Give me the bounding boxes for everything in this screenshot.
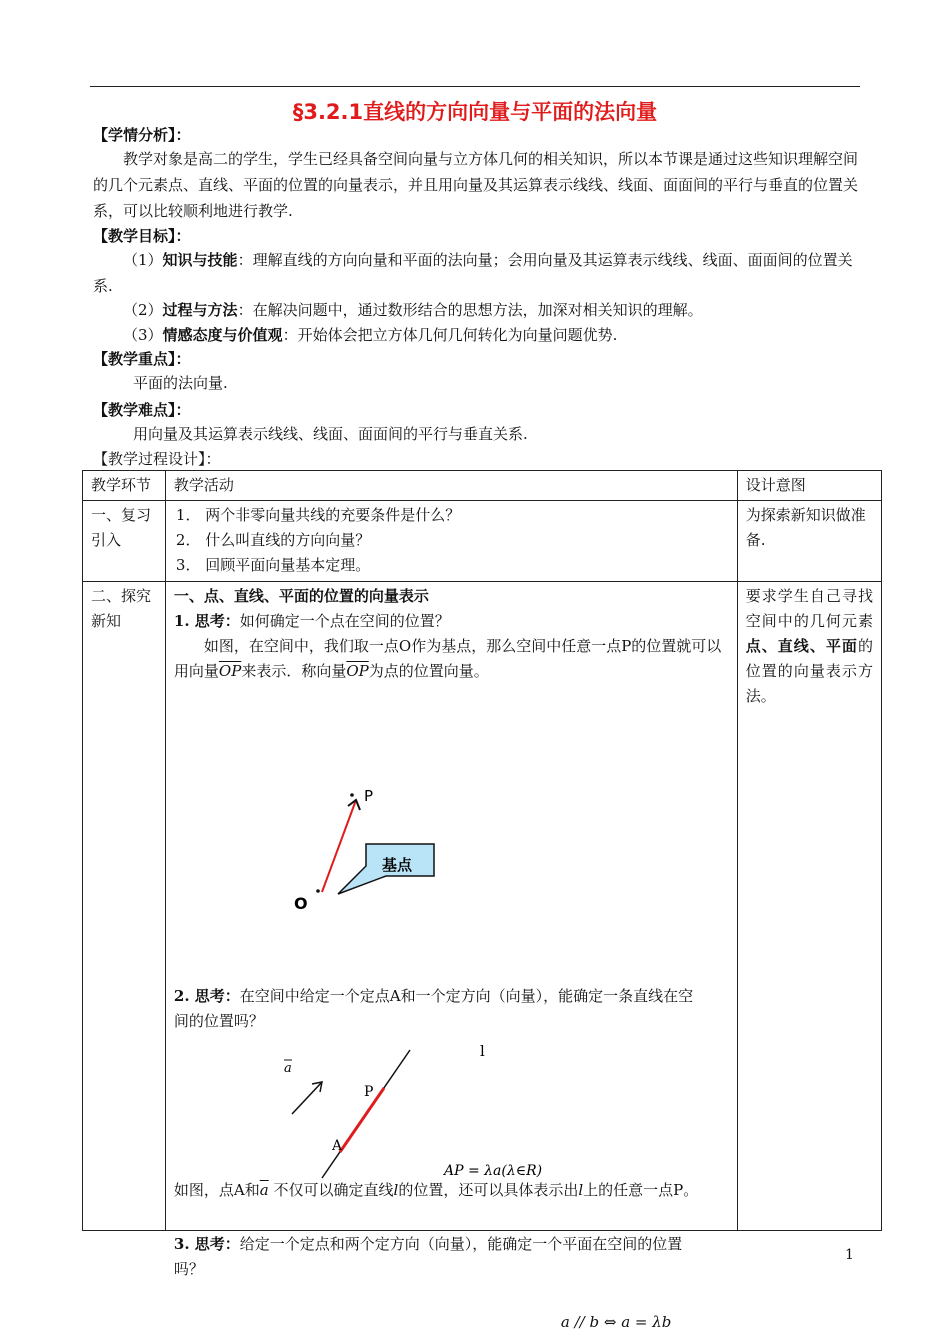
page-title: §3.2.1直线的方向向量与平面的法向量 [292,100,658,124]
point-o [316,889,320,893]
goal-3-num: （3） [123,326,163,344]
question-3 [174,1232,705,1282]
line-l-label: l [578,1181,584,1199]
header-intent: 设计意图 [737,471,881,501]
table-header-row [83,471,882,501]
q2-body-b: 不仅可以确定直线 [273,1181,394,1199]
question-1-label: 1. 思考： [173,612,240,630]
position-vector-figure [266,782,626,912]
intent-review: 为探索新知识做准备. [737,501,881,582]
intent-bold: 点、直线、平面 [745,637,858,655]
activity-explore [165,582,737,1331]
label-p2: P [363,1084,374,1100]
stage-explore: 二、探究新知 [83,582,166,1231]
vector-a: $\overline{a}$ [259,1181,269,1199]
lesson-table [82,470,882,1331]
goal-2-label: 过程与方法 [162,301,238,319]
analysis-text: 教学对象是高二的学生，学生已经具备空间向量与立方体几何的相关知识，所以本节课是通过这些知识理解空间的几个元素点、直线、平面的位置的向量表示，并且用向量及其运算表示线线、线面、面面间的平行与垂直的位置关系，可以比较顺利地进行教学. [93,150,859,220]
intent-a: 要求学生自己寻找空间中的几何元素 [745,587,873,630]
question-2-text: 在空间中给定一个定点A和一个定方向（向量），能确定一条直线在空间的位置吗？ [173,987,694,1030]
review-item-1: 1． 两个非零向量共线的充要条件是什么？ [175,506,461,524]
bottom-formula: a // b ⇔ a = λb [560,1313,672,1331]
review-item-3: 3． 回顾平面向量基本定理。 [175,556,371,574]
goal-3-text: ：开始体会把立方体几何几何转化为向量问题优势. [282,326,618,344]
goal-2-text: ：在解决问题中，通过数形结合的思想方法，加深对相关知识的理解。 [237,301,703,319]
goal-1 [93,247,863,299]
callout-text: 基点 [381,856,412,874]
question-1 [174,609,729,634]
goal-2-num: （2） [123,301,163,319]
activity-review [165,501,737,582]
question-1-text: 如何确定一个点在空间的位置？ [239,612,450,630]
label-p: P [363,787,373,805]
difficulty-text: 用向量及其运算表示线线、线面、面面间的平行与垂直关系. [133,425,528,443]
header-stage: 教学环节 [83,471,166,501]
formula-ap: AP = λa(λ∈R) [443,1163,542,1179]
vector-op: $\overline{OP}$ [218,662,242,680]
goal-1-num: （1） [123,251,163,269]
intent-explore [737,582,881,1231]
table-row [83,582,882,1231]
table-row [83,501,882,582]
process-heading: 【教学过程设计】： [93,450,221,468]
intent-b: 的位置的向量表示方法。 [745,637,873,705]
question-2-label: 2. 思考： [173,987,240,1005]
label-a: A [331,1138,343,1154]
vector-ap [340,1088,384,1152]
key-point-text: 平面的法向量. [133,374,228,392]
question-3-label: 3. 思考： [173,1235,240,1253]
goal-3-label: 情感态度与价值观 [162,326,283,344]
goal-1-text: ：理解直线的方向向量和平面的法向量；会用向量及其运算表示线线、线面、面面间的位置关系. [93,251,853,295]
stage-review: 一、复习引入 [83,501,166,582]
page-number: 1 [845,1247,854,1263]
goals-heading: 【教学目标】： [93,227,191,245]
question-2 [174,984,705,1034]
header-activity: 教学活动 [165,471,737,501]
question-2-body [174,1178,705,1203]
explore-subtitle: 一、点、直线、平面的位置的向量表示 [173,587,429,605]
review-item-2: 2． 什么叫直线的方向向量？ [175,531,371,549]
q2-body-a: 如图，点A和 [173,1181,260,1199]
point-p [350,793,354,797]
header-rule [90,86,860,87]
q1-body-a: 如图，在空间中，我们取一点O作为基点，那么空间中任意一点P的位置就可以用向量 [173,637,722,680]
vector-op-line [322,800,356,892]
label-a-vec: a [283,1061,292,1076]
goal-3 [123,322,863,348]
q1-body-b: 来表示．称向量 [241,662,347,680]
q2-body-d: 上的任意一点P。 [583,1181,699,1199]
question-1-body [174,634,729,684]
key-point-heading: 【教学重点】： [93,350,191,368]
analysis-heading: 【学情分析】： [93,126,191,144]
direction-vector-a [292,1082,322,1114]
line-l-label: l [393,1181,399,1199]
q1-body-c: 为点的位置向量。 [368,662,489,680]
goal-1-label: 知识与技能 [162,251,238,269]
vector-op: $\overline{OP}$ [346,662,369,680]
difficulty-heading: 【教学难点】： [93,401,191,419]
goal-2 [123,297,863,323]
label-l: l [479,1042,485,1060]
line-direction-figure [266,1040,696,1180]
q2-body-c: 的位置，还可以具体表示出 [398,1181,579,1199]
question-3-text: 给定一个定点和两个定方向（向量），能确定一个平面在空间的位置吗？ [173,1235,683,1278]
label-o: O [293,894,308,912]
